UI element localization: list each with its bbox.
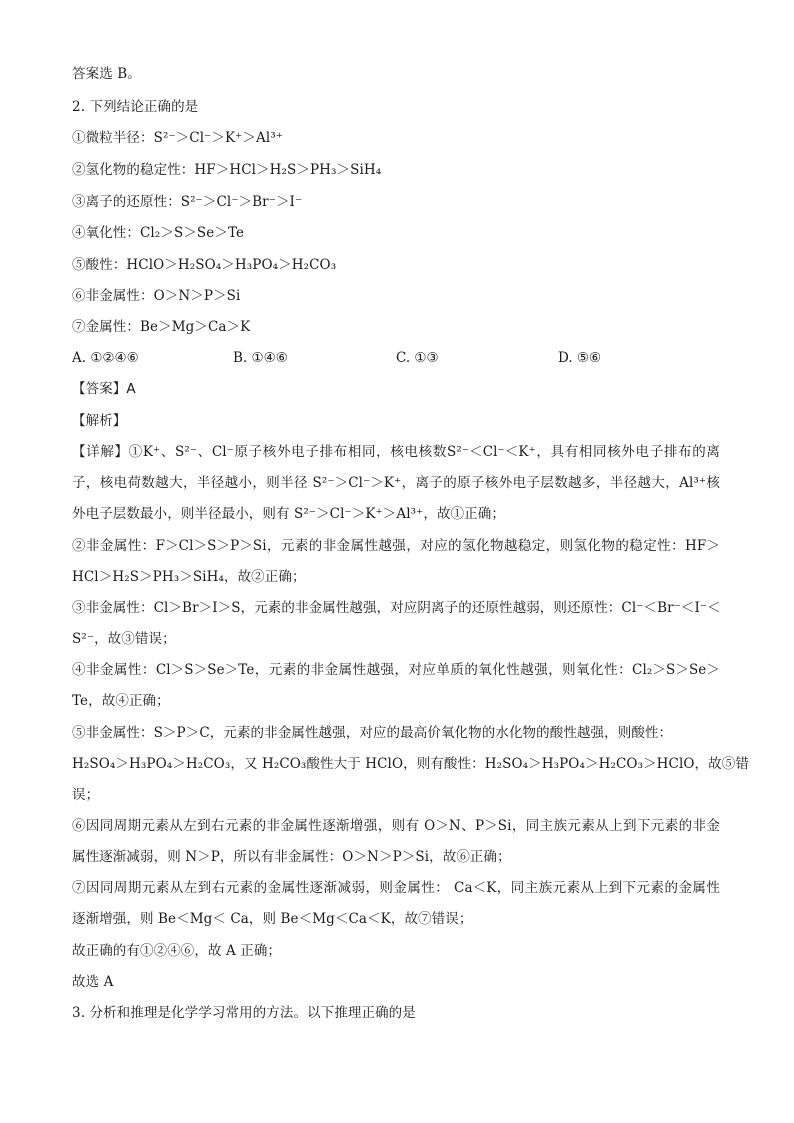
detail-line: ②非金属性：F＞Cl＞S＞P＞Si，元素的非金属性越强，对应的氢化物越稳定，则氢化物的稳定性：HF＞	[72, 538, 720, 554]
question-3-stem: 3. 分析和推理是化学学习常用的方法。以下推理正确的是	[72, 1005, 416, 1021]
detail-line: H₂SO₄＞H₃PO₄＞H₂CO₃，又 H₂CO₃酸性大于 HClO，则有酸性：H₂SO₄＞H₃PO₄＞H₂CO₃＞HClO，故⑤错	[72, 756, 749, 772]
detail-line: 【详解】①K⁺、S²⁻、Cl⁻原子核外电子排布相同，核电核数S²⁻＜Cl⁻＜K⁺，具有相同核外电子排布的离	[72, 444, 720, 460]
detail-line: ⑦因同周期元素从左到右元素的金属性逐渐减弱，则金属性： Ca＜K，同主族元素从上到下元素的金属性	[72, 880, 720, 896]
statement-4: ④氧化性：Cl₂＞S＞Se＞Te	[72, 225, 245, 241]
detail-line: 外电子层数最小，则半径最小，则有 S²⁻＞Cl⁻＞K⁺＞Al³⁺，故①正确；	[72, 506, 505, 522]
detail-line: ⑥因同周期元素从左到右元素的非金属性逐渐增强，则有 O＞N、P＞Si，同主族元素从上到下元素的非金	[72, 818, 720, 834]
statement-7: ⑦金属性：Be＞Mg＞Ca＞K	[72, 319, 251, 335]
detail-line: 故正确的有①②④⑥，故 A 正确；	[72, 943, 282, 959]
detail-line: 子，核电荷数越大，半径越小，则半径 S²⁻＞Cl⁻＞K⁺，离子的原子核外电子层数越多，半径越大，Al³⁺核	[72, 475, 720, 491]
detail-line: 故选 A	[72, 974, 114, 990]
statement-1: ①微粒半径：S²⁻＞Cl⁻＞K⁺＞Al³⁺	[72, 130, 283, 146]
analysis-label: 【解析】	[72, 413, 127, 429]
statement-5: ⑤酸性：HClO＞H₂SO₄＞H₃PO₄＞H₂CO₃	[72, 257, 337, 273]
option-a: A. ①②④⑥	[72, 350, 139, 366]
detail-line: 误；	[72, 787, 100, 803]
option-d: D. ⑤⑥	[558, 350, 602, 366]
detail-line: Te，故④正确；	[72, 693, 170, 709]
detail-line: 属性逐渐减弱，则 N＞P，所以有非金属性：O＞N＞P＞Si，故⑥正确；	[72, 849, 511, 865]
statement-2: ②氢化物的稳定性：HF＞HCl＞H₂S＞PH₃＞SiH₄	[72, 162, 382, 178]
detail-line: HCl＞H₂S＞PH₃＞SiH₄，故②正确；	[72, 569, 306, 585]
answer-line: 【答案】A	[72, 381, 136, 397]
statement-3: ③离子的还原性：S²⁻＞Cl⁻＞Br⁻＞I⁻	[72, 194, 303, 210]
option-c: C. ①③	[396, 350, 439, 366]
detail-line: ⑤非金属性：S＞P＞C，元素的非金属性越强，对应的最高价氧化物的水化物的酸性越强，则酸性：	[72, 725, 673, 741]
previous-answer-line: 答案选 B。	[72, 66, 141, 82]
statement-6: ⑥非金属性：O＞N＞P＞Si	[72, 288, 241, 304]
question-2-stem: 2. 下列结论正确的是	[72, 99, 199, 115]
option-b: B. ①④⑥	[233, 350, 288, 366]
detail-line: 逐渐增强，则 Be＜Mg＜ Ca，则 Be＜Mg＜Ca＜K，故⑦错误；	[72, 911, 473, 927]
detail-line: ③非金属性：Cl＞Br＞I＞S，元素的非金属性越强，对应阴离子的还原性越弱，则还原性：Cl⁻＜Br⁻＜I⁻＜	[72, 600, 721, 616]
detail-line: ④非金属性：Cl＞S＞Se＞Te，元素的非金属性越强，对应单质的氧化性越强，则氧化性：Cl₂＞S＞Se＞	[72, 662, 720, 678]
detail-line: S²⁻，故③错误；	[72, 631, 176, 647]
